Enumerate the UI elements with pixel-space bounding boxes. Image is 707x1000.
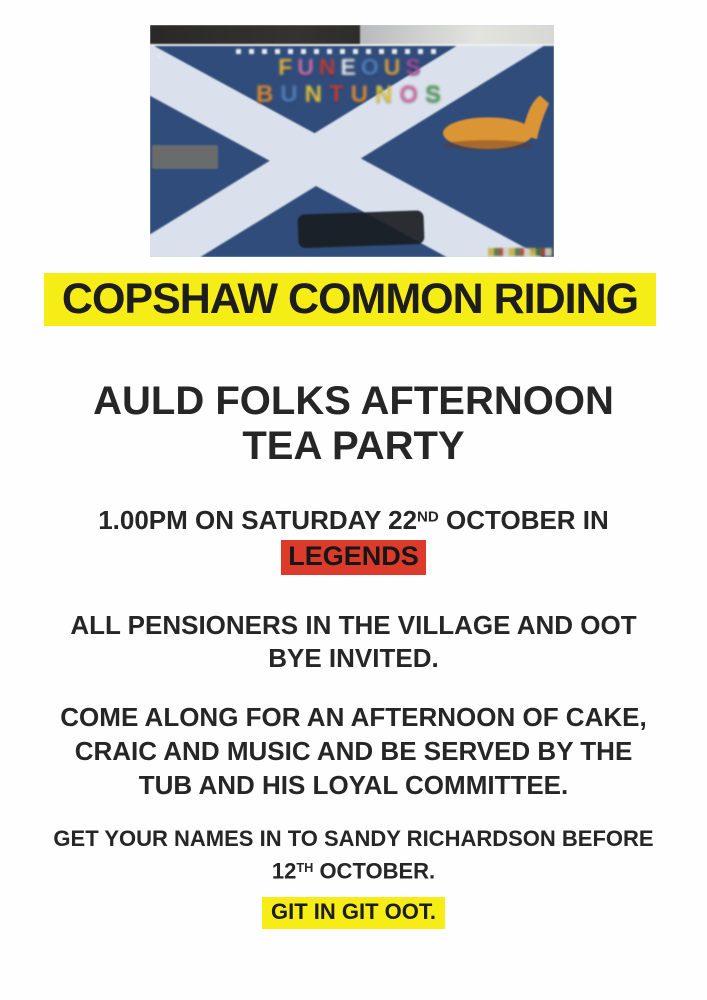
event-photo-inner [150, 25, 554, 257]
rsvp-line1: GET YOUR NAMES IN TO SANDY RICHARDSON BEFORE [53, 826, 654, 851]
banner-letter: U [280, 81, 305, 108]
banner-letter: F [278, 54, 298, 80]
banner-letter: S [425, 81, 449, 108]
flag-white-speck [157, 54, 161, 58]
details-paragraph [0, 700, 707, 802]
details-line2: CRAIC AND MUSIC AND BE SERVED BY THE [74, 736, 633, 766]
banner-letter: S [405, 54, 426, 80]
event-photo [150, 25, 554, 257]
title-highlight [44, 273, 656, 326]
banner-letter: O [399, 81, 426, 108]
event-heading-line1: AULD FOLKS AFTERNOON [93, 379, 614, 423]
date-ordinal: ND [417, 508, 439, 526]
flag-dark-blob [297, 210, 424, 248]
details-line1: COME ALONG FOR AN AFTERNOON OF CAKE, [60, 702, 647, 732]
banner-letter: N [375, 81, 400, 108]
banner-letter: O [360, 54, 384, 80]
banner-letter: U [383, 54, 406, 80]
date-suffix: OCTOBER IN [438, 505, 609, 535]
venue-row [0, 540, 707, 575]
rsvp-paragraph [0, 824, 707, 885]
banner-letter: U [297, 54, 319, 80]
invitation-paragraph [0, 609, 707, 675]
goldfish-shadow [444, 140, 532, 150]
page-title: COPSHAW COMMON RIDING [61, 275, 639, 323]
rsvp-day: 12 [271, 858, 297, 884]
venue-highlight: LEGENDS [281, 540, 426, 575]
date-line [0, 505, 707, 536]
event-heading-line2: TEA PARTY [242, 424, 465, 468]
invitation-line2: BYE INVITED. [268, 643, 439, 673]
rsvp-line2 [0, 853, 707, 885]
banner-letter: N [304, 81, 329, 108]
photo-bottom-pattern [488, 248, 552, 256]
photo-dark-bar [150, 25, 360, 44]
banner-letter: T [328, 81, 351, 108]
banner-letter: E [340, 54, 361, 80]
invitation-line1: ALL PENSIONERS IN THE VILLAGE AND OOT [70, 610, 637, 640]
flag-grey-patch [152, 145, 218, 169]
banner-letter: U [350, 81, 375, 108]
saltire-flag [150, 44, 554, 257]
event-heading [0, 379, 707, 469]
rsvp-ordinal: TH [296, 860, 314, 875]
date-prefix: 1.00PM ON SATURDAY 22 [98, 505, 418, 535]
photo-sky [360, 25, 554, 44]
banner-letter: N [318, 54, 341, 80]
banner-string [236, 49, 436, 54]
footer-slogan: GIT IN GIT OOT. [262, 897, 445, 929]
banner-letter: B [255, 81, 281, 108]
footer-row [0, 897, 707, 929]
rsvp-month: OCTOBER. [313, 858, 436, 884]
details-line3: TUB AND HIS LOYAL COMMITTEE. [138, 770, 569, 800]
photo-top-strip [150, 25, 554, 44]
